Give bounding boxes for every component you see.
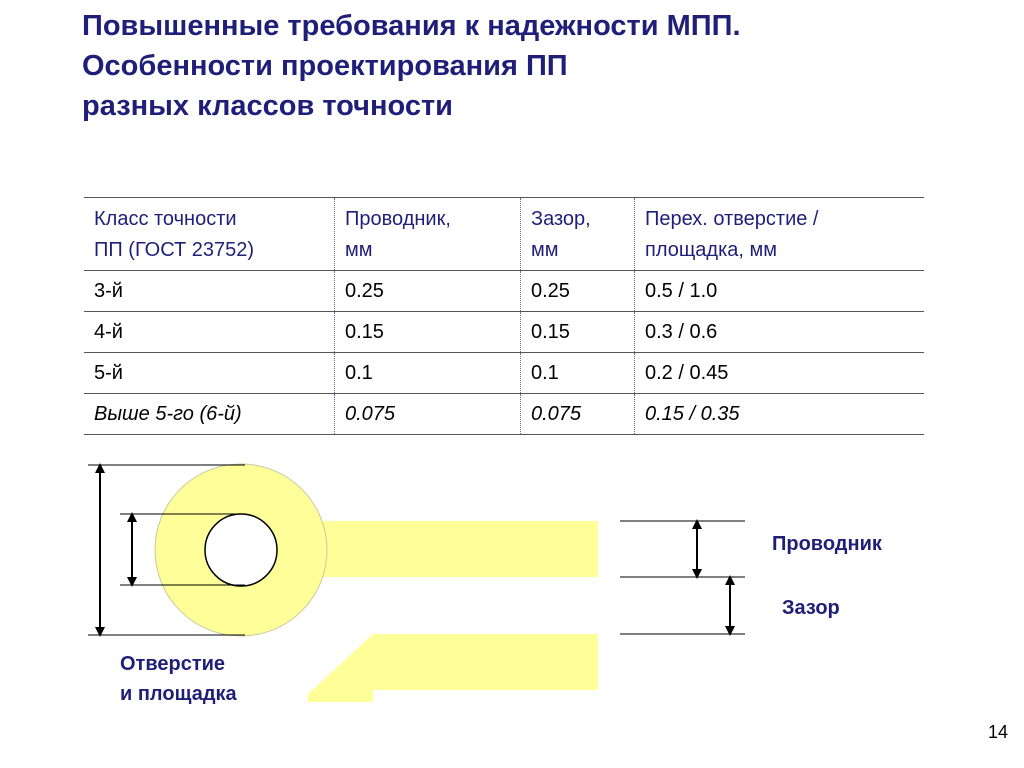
- pad-with-conductor: [155, 464, 598, 636]
- table-cell: 0.15: [521, 312, 635, 353]
- table-cell: 0.25: [335, 271, 521, 312]
- table-cell: 5-й: [84, 353, 335, 394]
- table-cell: Выше 5-го (6-й): [84, 394, 335, 435]
- header-cell: Проводник, мм: [335, 198, 521, 271]
- title-line-1: Повышенные требования к надежности МПП.: [82, 10, 741, 42]
- table-cell: 3-й: [84, 271, 335, 312]
- header-cell: Зазор, мм: [521, 198, 635, 271]
- table-cell: 0.5 / 1.0: [635, 271, 925, 312]
- header-cell: Перех. отверстие / площадка, мм: [635, 198, 925, 271]
- table-cell: 0.075: [521, 394, 635, 435]
- table-cell: 0.3 / 0.6: [635, 312, 925, 353]
- table-cell: 0.15: [335, 312, 521, 353]
- conductor-gap-dimension: [620, 521, 745, 634]
- table-cell: 0.2 / 0.45: [635, 353, 925, 394]
- title-line-3: разных классов точности: [82, 90, 454, 122]
- conductor-label: Проводник: [772, 533, 882, 555]
- conductor-trace: [300, 521, 598, 577]
- gap-label: Зазор: [782, 597, 840, 619]
- adjacent-conductor: [308, 634, 598, 702]
- table-cell: 0.25: [521, 271, 635, 312]
- hole-pad-label: Отверстие и площадка: [120, 653, 237, 705]
- table-cell: 0.075: [335, 394, 521, 435]
- page-number: 14: [988, 722, 1009, 742]
- table-cell: 0.1: [335, 353, 521, 394]
- table-cell: 0.1: [521, 353, 635, 394]
- via-hole: [205, 514, 277, 586]
- table-cell: 0.15 / 0.35: [635, 394, 925, 435]
- table-cell: 4-й: [84, 312, 335, 353]
- title-line-2: Особенности проектирования ПП: [82, 50, 568, 82]
- header-cell: Класс точности ПП (ГОСТ 23752): [84, 198, 335, 271]
